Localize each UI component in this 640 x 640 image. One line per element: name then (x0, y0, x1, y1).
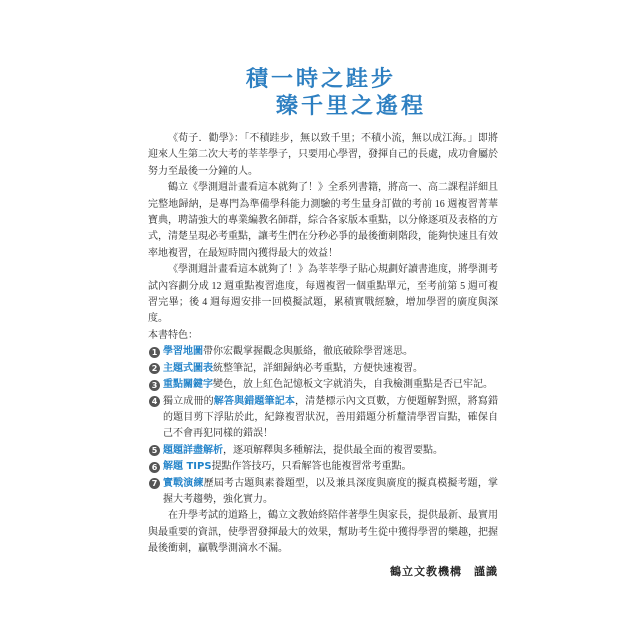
feature-text: 歷屆考古題與素養題型，以及兼具深度與廣度的擬真模擬考題，掌握大考趨勢，強化實力。 (163, 477, 498, 505)
paragraph-closing: 在升學考試的道路上，鶴立文教始終陪伴著學生與家長，提供最新、最實用與最重要的資訊，使學習發揮最大的效果，幫助考生從中獲得學習的樂趣，把握最後衝刺，贏戰學測滴水不漏。 (148, 510, 498, 555)
feature-keyword: 解題 TIPS (163, 461, 212, 473)
feature-text: 統整筆記，詳細歸納必考重點，方便快速複習。 (213, 362, 423, 374)
title-line-2: 臻千里之遙程 (276, 94, 427, 119)
feature-item (148, 476, 498, 509)
feature-text: ，逐項解釋與多種解法，提供最全面的複習要點。 (223, 444, 443, 456)
feature-keyword: 主題式圖表 (163, 362, 213, 374)
number-badge: 4 (149, 396, 160, 407)
number-badge: 7 (149, 478, 160, 489)
number-badge: 6 (149, 462, 160, 473)
feature-item (148, 377, 498, 393)
title-line-1: 積一時之跬步 (246, 67, 397, 92)
feature-item (148, 394, 498, 443)
feature-item (148, 459, 498, 475)
feature-keyword: 學習地圖 (163, 346, 203, 358)
feature-text: ，清楚標示內文頁數，方便題解對照，將寫錯的題目剪下浮貼於此，紀錄複習狀況，善用錯題分析釐清學習盲點，確保自己不會再犯同樣的錯誤！ (163, 395, 498, 440)
features-heading: 本書特色： (148, 329, 198, 341)
paragraph-series-intro: 鶴立《學測週計畫看這本就夠了！》全系列書籍，將高一、高二課程詳細且完整地歸納，是專門為準備學科能力測驗的考生量身訂做的考前 16 週複習菁華寶典，聘請強大的專業編教名師群，綜合各家版本重點，以分條逐項及表格的方式，清楚呈現必考重點，讓考生們在分秒必爭的最後衝刺階段，能夠快速且有效率地複習，在最短時間內獲得最大的效益！ (148, 182, 498, 259)
paragraph-quote: 《荀子．勸學》：「不積跬步，無以致千里；不積小流，無以成江海。」即將迎來人生第二次大考的莘莘學子，只要用心學習，發揮自己的長處，成功會屬於努力至最後一分鐘的人。 (148, 133, 498, 177)
feature-keyword: 解答與錯題筆記本 (213, 395, 296, 407)
feature-prefix: 獨立成冊的 (163, 395, 214, 407)
paragraph-schedule: 《學測週計畫看這本就夠了！》為莘莘學子貼心規劃好讀書進度，將學測考試內容劃分成 12 週重點複習進度，每週複習一個重點單元，至考前第 5 週可複習完畢；後 4 週每週安排一回模擬試題，累積實戰經驗，增加學習的廣度與深度。 (148, 264, 498, 325)
feature-keyword: 重點關鍵字 (163, 379, 213, 391)
number-badge: 5 (149, 445, 160, 456)
feature-item (148, 443, 498, 459)
signature: 鶴立文教機構 謹識 (390, 564, 498, 578)
feature-text: 提點作答技巧，只看解答也能複習常考重點。 (211, 461, 412, 473)
number-badge: 2 (149, 363, 160, 374)
preface-body (148, 131, 498, 580)
features-list (148, 344, 498, 508)
feature-text: 變色，放上紅色記憶板文字就消失，自我檢測重點是否已牢記。 (213, 379, 493, 391)
feature-item (148, 344, 498, 360)
number-badge: 1 (149, 347, 160, 358)
feature-keyword: 題題詳盡解析 (163, 444, 223, 456)
number-badge: 3 (149, 380, 160, 391)
feature-text: 帶你宏觀掌握觀念與脈絡，徹底破除學習迷思。 (203, 346, 413, 358)
feature-keyword: 實戰演練 (163, 477, 204, 489)
feature-item (148, 361, 498, 377)
